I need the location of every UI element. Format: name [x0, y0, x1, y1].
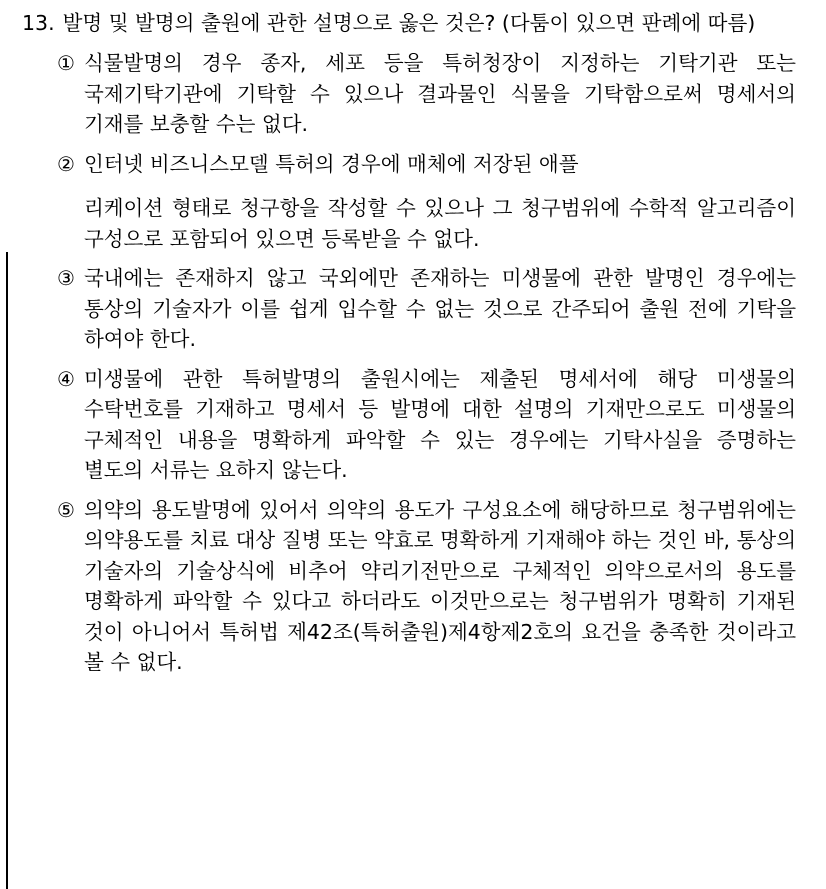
- choice-text-5: 의약의 용도발명에 있어서 의약의 용도가 구성요소에 해당하므로 청구범위에는 의약용도를 치료 대상 질병 또는 약효로 명확하게 기재해야 하는 것인 바, 통상의 기술자의 기술상식에 비추어 약리기전만으로 구체적인 의약으로서의 용도를 명확하게 파악할 수 있다고 하더라도 이것만으로는 청구범위가 명확히 기재된 것이 아니어서 특허법 제42조(특허출원)제4항제2호의 요건을 충족한 것이라고 볼 수 없다.: [83, 497, 796, 674]
- choice-marker-2: ②: [57, 151, 75, 176]
- choice-item-4[interactable]: [57, 364, 796, 486]
- question-header: [0, 0, 826, 39]
- choice-item-5[interactable]: [57, 495, 796, 678]
- question-number: 13.: [22, 11, 55, 35]
- choice-text-2-line-a: 인터넷 비즈니스모델 특허의 경우에 매체에 저장된 애플: [83, 151, 579, 176]
- choice-text-2: [84, 149, 796, 255]
- choice-item-3[interactable]: [57, 263, 796, 355]
- choice-text-2-line-b: 리케이션 형태로 청구항을 작성할 수 있으나 그 청구범위에 수학적 알고리즘이 구성으로 포함되어 있으면 등록받을 수 없다.: [83, 196, 796, 251]
- choice-text-1: 식물발명의 경우 종자, 세포 등을 특허청장이 지정하는 기탁기관 또는 국제기탁기관에 기탁할 수 있으나 결과물인 식물을 기탁함으로써 명세서의 기재를 보충할 수는 없다.: [83, 51, 796, 136]
- choice-marker-4: ④: [57, 366, 75, 391]
- choice-marker-3: ③: [57, 266, 75, 290]
- choice-text-3: 국내에는 존재하지 않고 국외에만 존재하는 미생물에 관한 발명인 경우에는 통상의 기술자가 이를 쉽게 입수할 수 없는 것으로 간주되어 출원 전에 기탁을 하여야 한다.: [83, 266, 796, 351]
- choice-item-2[interactable]: [57, 149, 796, 255]
- choice-marker-1: ①: [57, 51, 75, 75]
- choice-list: [0, 48, 826, 678]
- choice-item-1[interactable]: [57, 48, 796, 140]
- question-stem: 발명 및 발명의 출원에 관한 설명으로 옳은 것은? (다툼이 있으면 판례에 따름): [62, 11, 756, 35]
- choice-text-4: 미생물에 관한 특허발명의 출원시에는 제출된 명세서에 해당 미생물의 수탁번호를 기재하고 명세서 등 발명에 대한 설명의 기재만으로도 미생물의 구체적인 내용을 명확하게 파악할 수 있는 경우에는 기탁사실을 증명하는 별도의 서류는 요하지 않는다.: [83, 366, 796, 482]
- choice-marker-5: ⑤: [57, 497, 75, 522]
